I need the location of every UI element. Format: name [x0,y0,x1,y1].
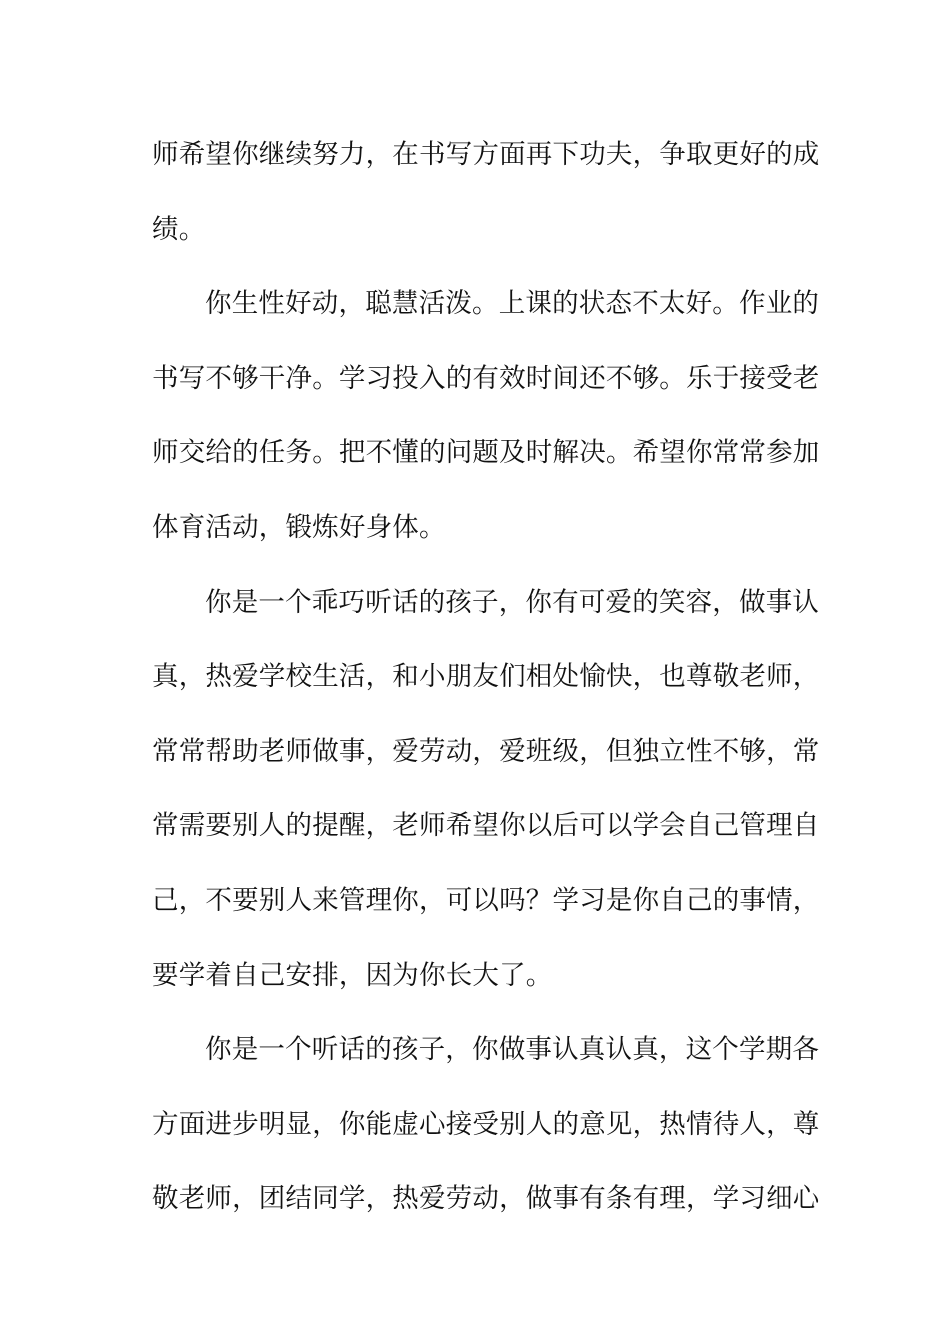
text-line: 师希望你继续努力，在书写方面再下功夫，争取更好的成 [152,139,820,170]
text-line: 师交给的任务。把不懂的问题及时解决。希望你常常参加 [152,437,820,469]
text-line: 书写不够干净。学习投入的有效时间还不够。乐于接受老 [152,362,820,394]
text-line: 绩。 [152,213,206,245]
text-line: 你是一个听话的孩子，你做事认真认真，这个学期各 [205,1034,820,1066]
text-line: 真，热爱学校生活，和小朋友们相处愉快，也尊敬老师， [152,661,820,693]
text-line: 常常帮助老师做事，爱劳动，爱班级，但独立性不够，常 [152,735,820,767]
text-line: 要学着自己安排，因为你长大了。 [152,959,553,991]
document-body [152,118,820,1237]
text-line: 己，不要别人来管理你，可以吗？学习是你自己的事情， [152,884,820,916]
text-line: 你生性好动，聪慧活泼。上课的状态不太好。作业的 [205,288,820,320]
text-line: 方面进步明显，你能虚心接受别人的意见，热情待人，尊 [152,1108,820,1140]
text-line: 敬老师，团结同学，热爱劳动，做事有条有理，学习细心 [152,1183,820,1215]
text-line: 你是一个乖巧听话的孩子，你有可爱的笑容，做事认 [205,586,820,618]
text-line: 常需要别人的提醒，老师希望你以后可以学会自己管理自 [152,810,820,842]
text-line: 体育活动，锻炼好身体。 [152,511,446,543]
